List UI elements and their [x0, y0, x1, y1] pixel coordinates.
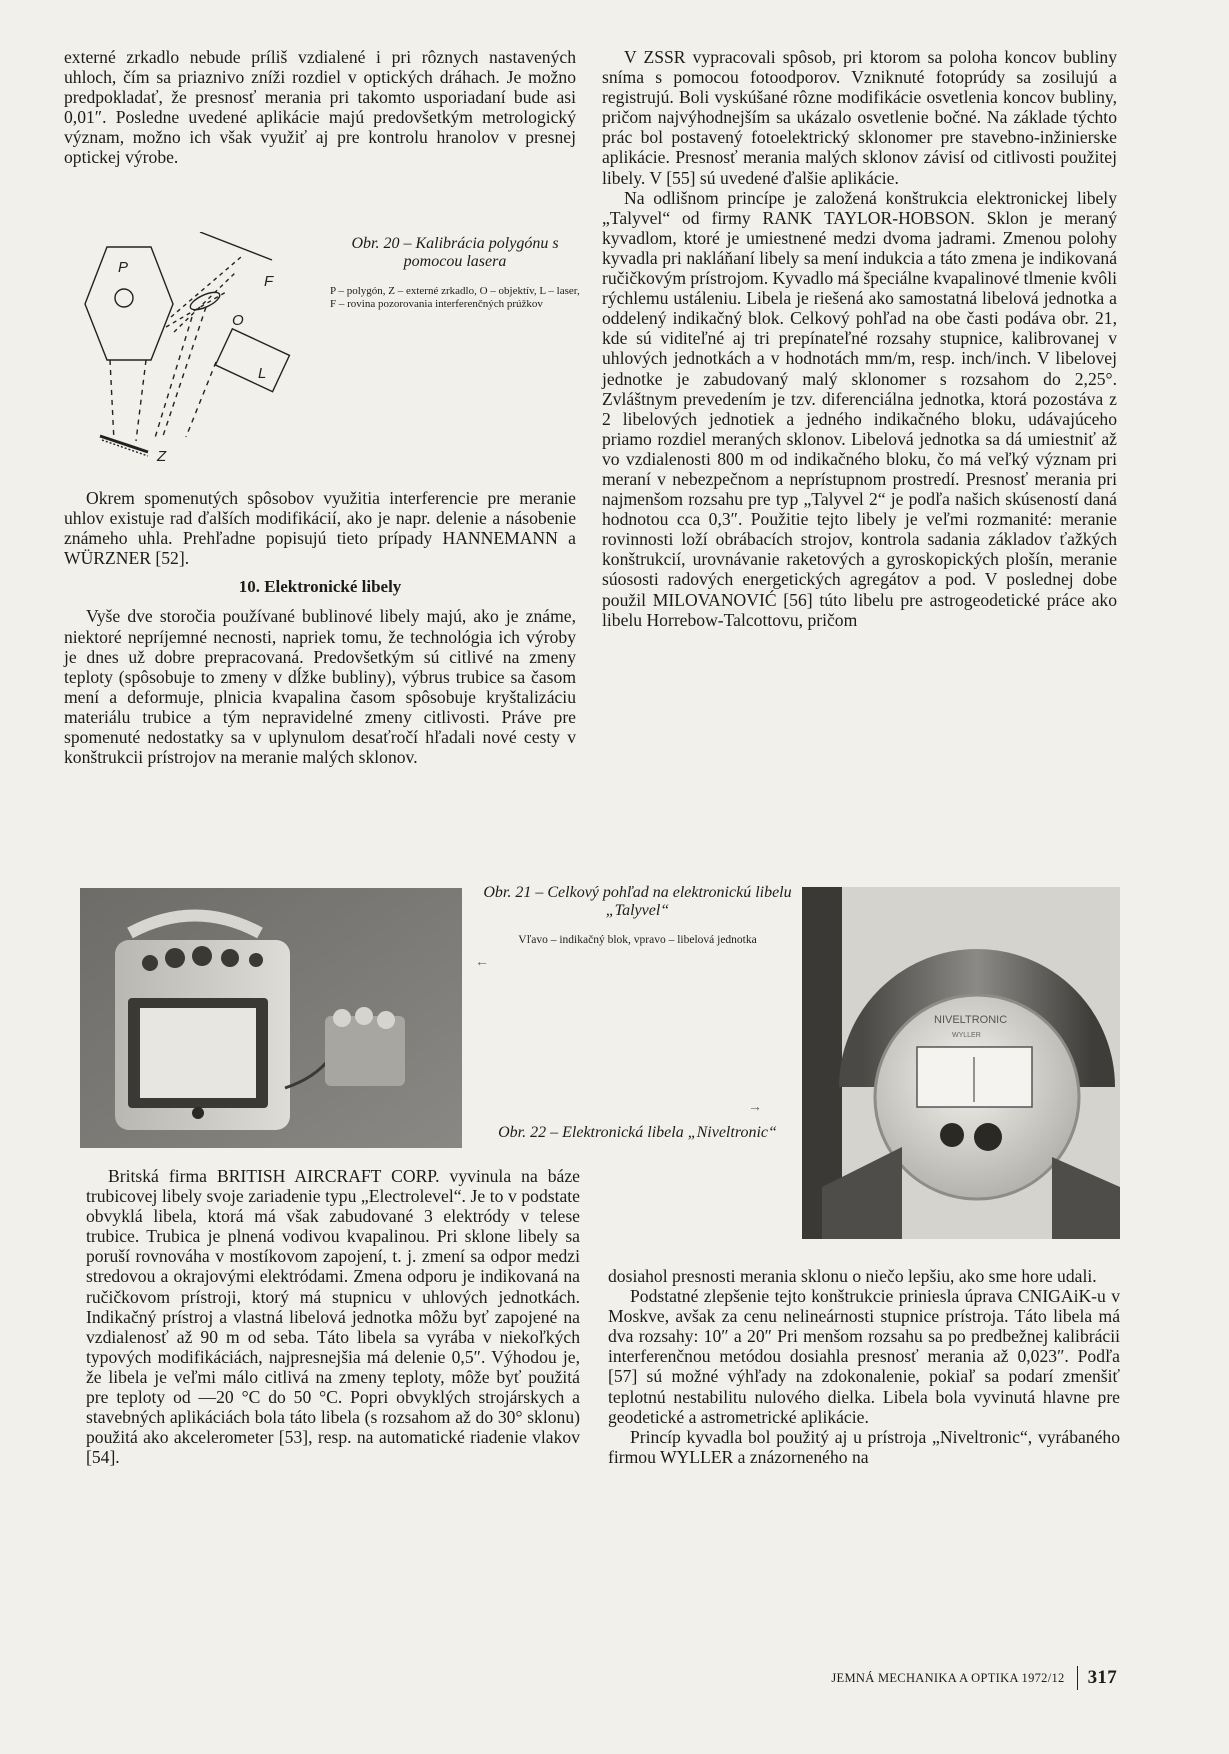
- left-column-bottom: [86, 1166, 580, 1467]
- label-L: L: [258, 365, 267, 382]
- paragraph: Na odlišnom princípe je založená konštrukcia elektronickej libely „Talyvel“ od firmy RANK TAYLOR-HOBSON. Sklon je meraný kyvadlom, ktoré je umiestnené medzi dvoma jadrami. Zmenou polohy kyvadla pri nakláňaní libely sa mení indukcia a táto zmena je indikovaná ručičkovým prístrojom. Kyvadlo má špeciálne kvapalinové tlmenie kvôli rýchlemu ustáleniu. Libela je riešená ako samostatná libelová jednotka a oddelený indikačný blok. Celkový pohľad na obe časti podáva obr. 21, kde sú viditeľné aj tri prepínateľné rozsahy stupnice, kalibrovanej v uhlových jednotkách a v hodnotách mm/m, resp. inch/inch. V libelovej jednotke je zabudovaný malý sklonomer s rozsahom do 2,25°. Zvláštnym prevedením je tzv. diferenciálna jednotka, ktorá pozostáva z 2 libelových jednotiek a jedného indikačného bloku, udávajúceho priamo rozdiel meraných sklonov. Libelová jednotka sa dá umiestniť až vo vzdialenosti 800 m od indikačného bloku, čo má veľký význam pri meraní v nebezpečnom a neprístupnom prostredí. Presnosť merania pri najmenšom rozsahu pre typ „Talyvel 2“ je podľa našich skúseností daná hodnotou cca 0,3″. Použitie tejto libely je veľmi rozmanité: meranie rovinnosti loží obrábacích strojov, kontrola sadania základov ťažkých konštrukcií, urovnávanie raketových a gyroskopických plošín, meranie súososti radových energetických agregátov a pod. V poslednej dobe použil MILOVANOVIĆ [56] túto libelu pre astrogeodetické práce ako libelu Horrebow-Talcottovu, pričom: [602, 187, 1117, 630]
- left-column-mid: [64, 488, 576, 767]
- talyvel-photo-art: [80, 888, 462, 1148]
- label-P: P: [118, 259, 129, 276]
- niveltronic-photo-art: [802, 887, 1120, 1239]
- section-heading: 10. Elektronické libely: [238, 577, 402, 597]
- paragraph: Vyše dve storočia používané bublinové libely majú, ako je známe, niektoré nepríjemné necnosti, napriek tomu, že technológia ich výroby je dnes už dobre prepracovaná. Predovšetkým sú citlivé na zmeny teploty (spôsobuje to zmeny v dĺžke bubliny), výbrus trubice sa časom mení a deformuje, plnicia kvapalina časom spôsobuje kryštalizáciu materiálu trubice a tým nepravidelné zmeny citlivosti. Práve pre spomenuté nedostatky sa v uplynulom desaťročí hľadali nové cesty v konštrukcii prístrojov na meranie malých sklonov.: [64, 606, 576, 768]
- figure-21-photo: [80, 888, 462, 1148]
- figure-22-photo: [802, 887, 1120, 1239]
- right-column-bottom: [608, 1266, 1120, 1467]
- polygon-center: [115, 289, 133, 307]
- label-F: F: [264, 273, 274, 290]
- page-number: 317: [1087, 1667, 1117, 1688]
- figure-20-caption: [330, 235, 580, 311]
- footer-divider: [1077, 1666, 1078, 1690]
- figure-22-arrow: →: [748, 1100, 762, 1115]
- left-column-top: [64, 47, 576, 168]
- paragraph: Podstatné zlepšenie tejto konštrukcie priniesla úprava CNIGAiK-u v Moskve, avšak za cenu nelineárnosti stupnice prístroja. Táto libela má dva rozsahy: 10″ a 20″ Pri menšom rozsahu sa po predbežnej kalibrácii interferenčnou metódou dosiahla presnosť merania až 0,023″. Podľa [57] sú možné výhľady na zdokonalenie, pokiaľ sa podarí zmenšiť teplotnú nestabilitu nulového dielka. Libela bola vyvinutá hlavne pre geodetické a astrometrické aplikácie.: [608, 1286, 1120, 1427]
- paragraph: Princíp kyvadla bol použitý aj u prístroja „Niveltronic“, vyrábaného firmou WYLLER a znázorneného na: [608, 1426, 1120, 1467]
- device-label: NIVELTRONIC: [934, 1014, 1008, 1026]
- paragraph: Okrem spomenutých spôsobov využitia interferencie pre meranie uhlov existuje rad ďalších modifikácií, ako je napr. delenie a násobenie známeho uhla. Prehľadne popisujú tieto prípady HANNEMANN a WÜRZNER [52].: [64, 488, 576, 569]
- paragraph: V ZSSR vypracovali spôsob, pri ktorom sa poloha koncov bubliny sníma s pomocou fotoodporov. Vzniknuté fotoprúdy sa zosilujú a registrujú. Boli vyskúšané rôzne modifikácie osvetlenia koncov bubliny, pričom najvýhodnejším sa ukázalo osvetlenie bočné. Na základe týchto prác bol postavený fotoelektrický sklonomer pre stavebno-inžinierske aplikácie. Presnosť merania malých sklonov závisí od citlivosti použitej libely. V [55] sú uvedené ďalšie aplikácie.: [602, 47, 1117, 188]
- polygon-shape: [85, 247, 173, 360]
- figure-21-title: Obr. 21 – Celkový pohľad na elektronickú libelu „Talyvel“: [483, 884, 792, 919]
- figure-20-legend: P – polygón, Z – externé zrkadlo, O – objektív, L – laser, F – rovina pozorovania interferenčných prúžkov: [330, 285, 580, 310]
- figure-22-caption: [465, 1100, 810, 1142]
- paragraph: externé zrkadlo nebude príliš vzdialené i pri rôznych nastavených uhloch, čím sa priaznivo zníži rozdiel v optických dráhach. Je možno predpokladať, že presnosť merania pri takomto usporiadaní bude asi 0,01″. Posledne uvedené aplikácie majú predovšetkým metrologický význam, možno ich však využiť aj pre kontrolu hranolov v presnej optickej výrobe.: [64, 47, 576, 168]
- figure-20-title: Obr. 20 – Kalibrácia polygónu s pomocou lasera: [351, 235, 559, 270]
- figure-21-arrow: ←: [475, 955, 489, 970]
- label-O: O: [232, 312, 244, 329]
- figure-21-legend: Vľavo – indikačný blok, vpravo – libelová jednotka: [518, 934, 757, 946]
- device-brand: WYLLER: [952, 1032, 981, 1039]
- figure-20-diagram: [66, 232, 306, 472]
- figure-21-caption: [465, 884, 810, 971]
- paragraph: dosiahol presnosti merania sklonu o niečo lepšiu, ako sme hore udali.: [608, 1266, 1097, 1286]
- right-column-top: [602, 47, 1117, 630]
- journal-name: JEMNÁ MECHANIKA A OPTIKA 1972/12: [831, 1670, 1065, 1685]
- laser-box: [215, 329, 289, 392]
- page-footer: [831, 1666, 1117, 1690]
- label-Z: Z: [157, 448, 167, 465]
- figure-22-title: Obr. 22 – Elektronická libela „Niveltronic“: [498, 1124, 777, 1141]
- paragraph: Britská firma BRITISH AIRCRAFT CORP. vyvinula na báze trubicovej libely svoje zariadenie typu „Electrolevel“. Je to v podstate obvyklá libela, ktorá má však zabudované 3 elektródy v telese trubice. Trubica je plnená vodivou kvapalinou. Pri sklone libely sa poruší rovnováha v mostíkovom zapojení, t. j. zmení sa odpor medzi stredovou a okrajovými elektródami. Zmena odporu je indikovaná na ručičkovom prístroji, ktorý má stupnicu v uhlových jednotkách. Indikačný prístroj a vlastná libelová jednotka môžu byť zapojené na vzdialenosť až 90 m od seba. Táto libela sa vyrába v niekoľkých typových modifikáciách, najpresnejšia má delenie 0,5″. Výhodou je, že libela je veľmi málo citlivá na zmeny teploty, môže byť použitá pre teploty od —20 °C do 50 °C. Popri obvyklých strojárskych a stavebných aplikáciách bola táto libela (s rozsahom až do 30° sklonu) použitá ako akcelerometer [53], resp. na automatické riadenie vlakov [54].: [86, 1166, 580, 1468]
